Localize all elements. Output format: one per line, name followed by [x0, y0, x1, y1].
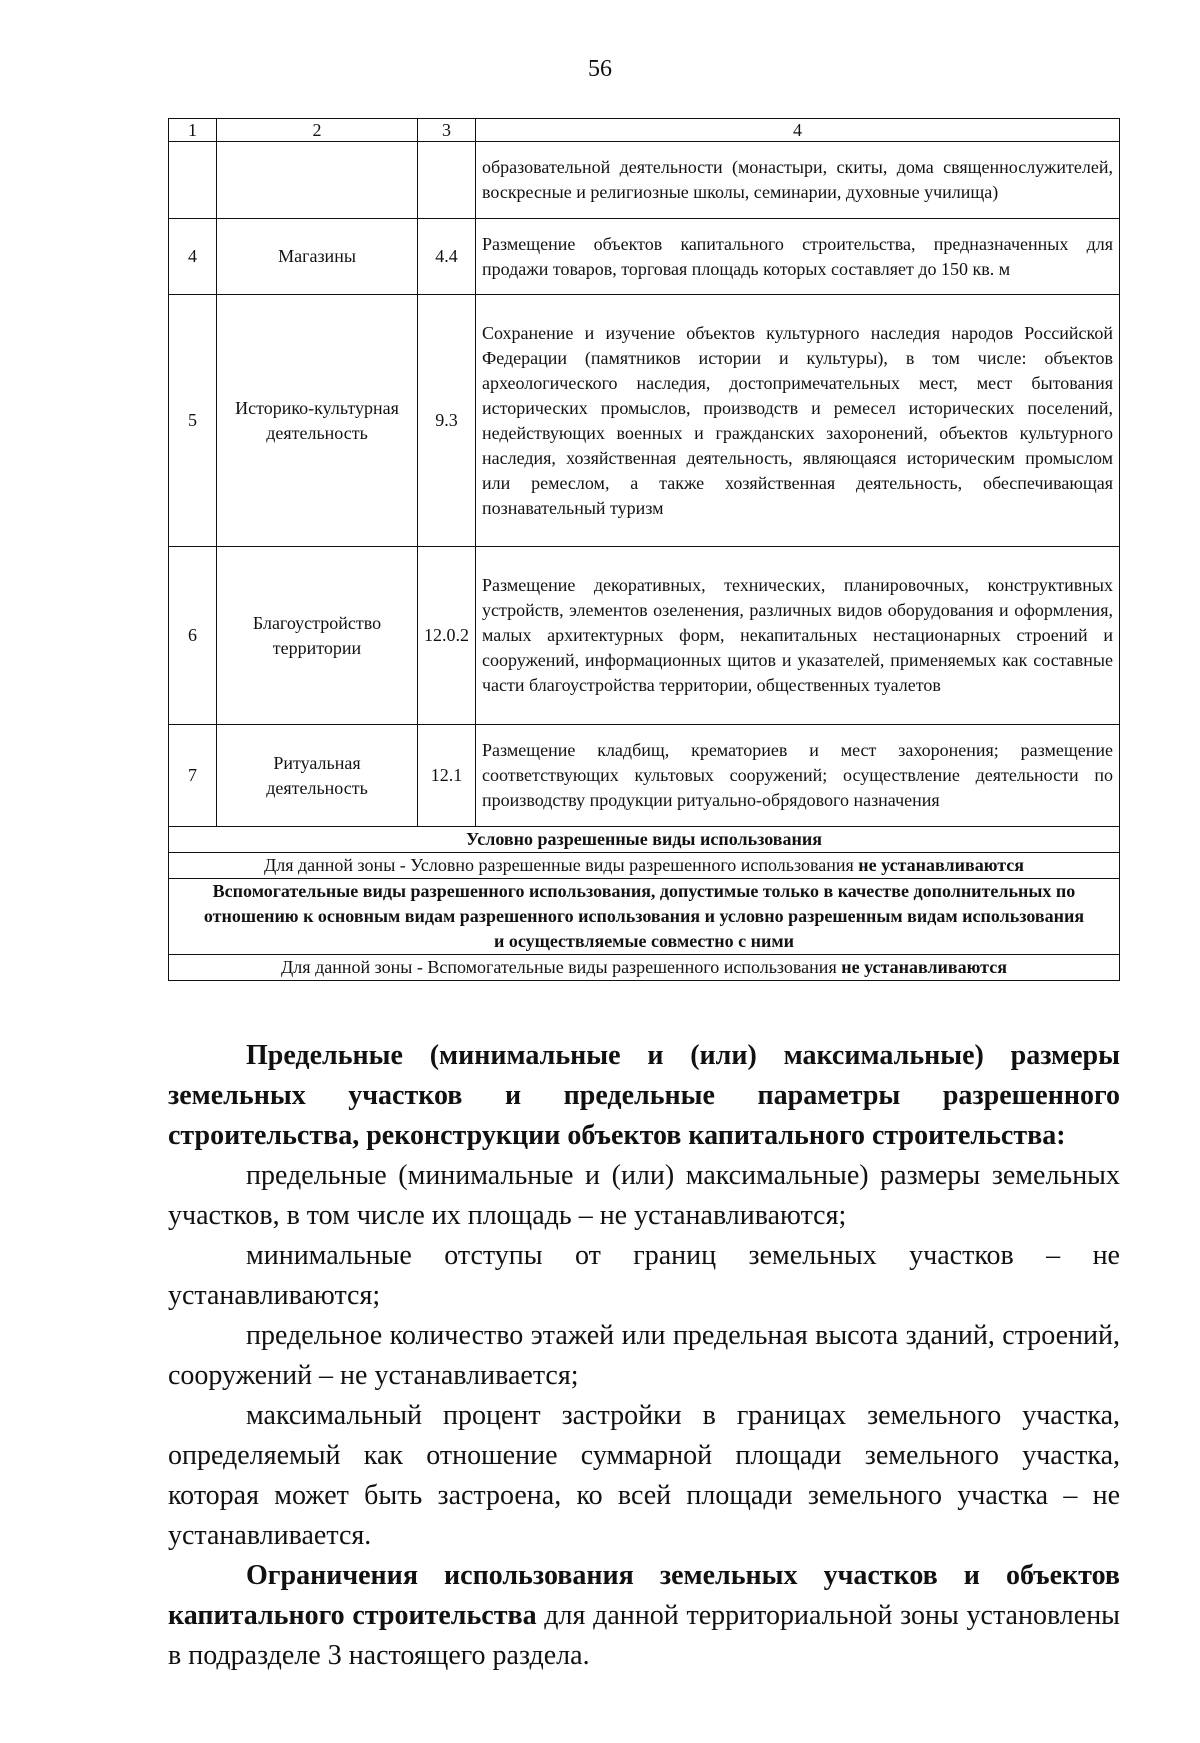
use-type-code: 4.4 — [418, 219, 476, 295]
use-type-code: 12.0.2 — [418, 547, 476, 725]
table-row — [169, 547, 1120, 725]
auxiliary-note-text: Для данной зоны - Вспомогательные виды разрешенного использования — [281, 957, 842, 977]
land-use-table — [168, 118, 1120, 981]
use-type-name: Магазины — [217, 219, 418, 295]
use-type-code: 9.3 — [418, 295, 476, 547]
use-type-name: Историко-культурная деятельность — [217, 295, 418, 547]
conditional-note-row — [169, 853, 1120, 879]
header-col-1: 1 — [169, 119, 217, 142]
conditional-note-bold: не устанавливаются — [858, 855, 1025, 875]
table-row — [169, 219, 1120, 295]
page-number: 56 — [588, 56, 612, 82]
header-col-3: 3 — [418, 119, 476, 142]
continuation-text: образовательной деятельности (монастыри, скиты, дома священнослужителей, воскресные и религиозные школы, семинарии, духовные училища) — [476, 142, 1120, 219]
restrictions-paragraph — [168, 1556, 1120, 1676]
use-type-description: Сохранение и изучение объектов культурного наследия народов Российской Федерации (памятников истории и культуры), в том числе: объектов археологического наследия, достопримечательных мест, мест бытования исторических промыслов, производств и ремесел исторических поселений, недействующих военных и гражданских захоронений, объектов культурного наследия, хозяйственная деятельность, являющаяся историческим промыслом или ремеслом, а также хозяйственная деятельность, обеспечивающая познавательный туризм — [476, 295, 1120, 547]
auxiliary-title-row — [169, 879, 1120, 955]
table-row — [169, 725, 1120, 827]
auxiliary-use-title: Вспомогательные виды разрешенного использования, допустимые только в качестве дополнительных по отношению к основным видам разрешенного использования и условно разрешенным видам использования и осуществляемые совместно с ними — [169, 879, 1120, 955]
table-row-continuation — [169, 142, 1120, 219]
auxiliary-note-bold: не устанавливаются — [841, 957, 1007, 977]
use-type-description: Размещение объектов капитального строительства, предназначенных для продажи товаров, торговая площадь которых составляет до 150 кв. м — [476, 219, 1120, 295]
conditional-use-title: Условно разрешенные виды использования — [169, 827, 1120, 853]
conditional-note-text: Для данной зоны - Условно разрешенные виды разрешенного использования — [263, 855, 859, 875]
use-type-description: Размещение декоративных, технических, планировочных, конструктивных устройств, элементов озеленения, различных видов оборудования и оформления, малых архитектурных форм, некапитальных нестационарных строений и сооружений, информационных щитов и указателей, применяемых как составные части благоустройства территории, общественных туалетов — [476, 547, 1120, 725]
use-type-name: Благоустройство территории — [217, 547, 418, 725]
header-col-4: 4 — [476, 119, 1120, 142]
conditional-title-row — [169, 827, 1120, 853]
row-number: 4 — [169, 219, 217, 295]
row-number: 6 — [169, 547, 217, 725]
row-number: 5 — [169, 295, 217, 547]
limits-item: предельные (минимальные и (или) максимальные) размеры земельных участков, в том числе их площадь – не устанавливаются; — [168, 1160, 1120, 1231]
auxiliary-use-note — [169, 955, 1120, 981]
limits-section — [168, 1036, 1120, 1676]
use-type-description: Размещение кладбищ, крематориев и мест захоронения; размещение соответствующих культовых сооружений; осуществление деятельности по производству продукции ритуально-обрядового назначения — [476, 725, 1120, 827]
row-number: 7 — [169, 725, 217, 827]
restrictions-bold: Ограничения использования земельных участков и объектов капитального строительства — [168, 1560, 1120, 1631]
restrictions-text: для данной территориальной зоны установлены в подразделе 3 настоящего раздела. — [168, 1600, 1120, 1671]
header-col-2: 2 — [217, 119, 418, 142]
auxiliary-note-row — [169, 955, 1120, 981]
limits-item: минимальные отступы от границ земельных участков – не устанавливаются; — [168, 1240, 1120, 1311]
limits-item: предельное количество этажей или предельная высота зданий, строений, сооружений – не устанавливается; — [168, 1320, 1120, 1391]
table-row — [169, 295, 1120, 547]
conditional-use-note — [169, 853, 1120, 879]
use-type-code: 12.1 — [418, 725, 476, 827]
limits-heading: Предельные (минимальные и (или) максимальные) размеры земельных участков и предельные параметры разрешенного строительства, реконструкции объектов капитального строительства: — [168, 1040, 1120, 1151]
use-type-name: Ритуальная деятельность — [217, 725, 418, 827]
table-header-row — [169, 119, 1120, 142]
limits-item: максимальный процент застройки в границах земельного участка, определяемый как отношение суммарной площади земельного участка, которая может быть застроена, ко всей площади земельного участка – не устанавливается. — [168, 1400, 1120, 1551]
